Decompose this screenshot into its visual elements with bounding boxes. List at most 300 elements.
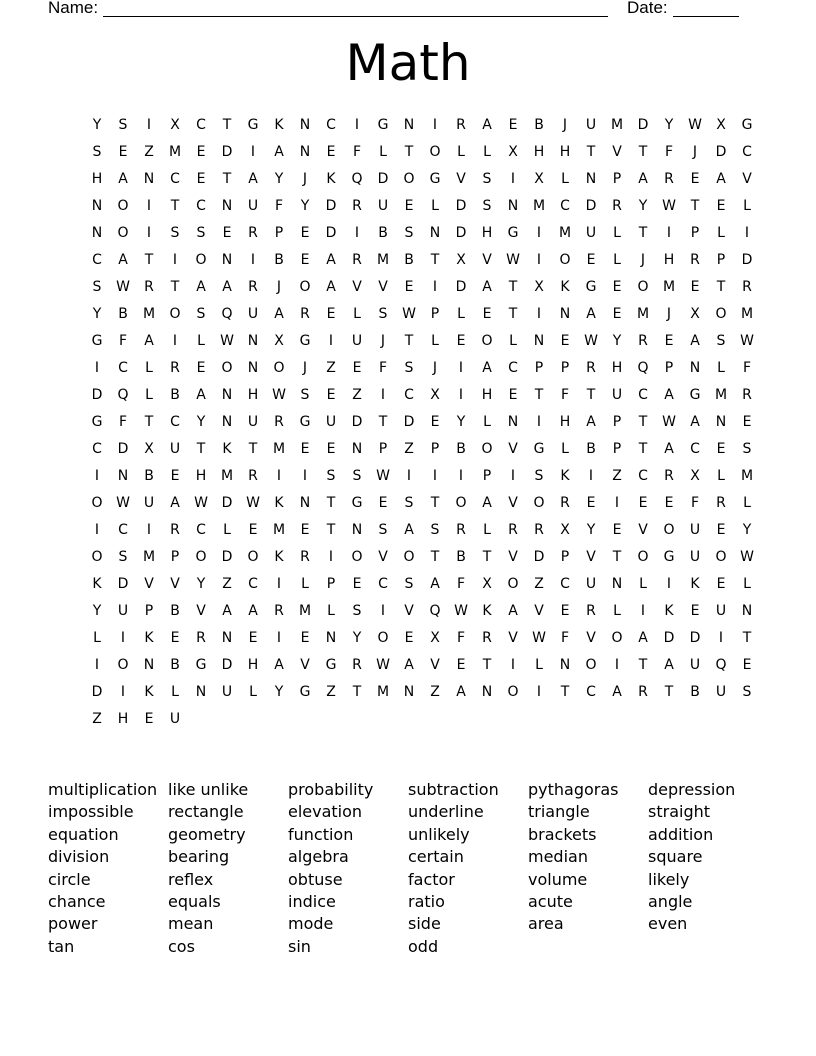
grid-letter: S [118,549,128,565]
grid-letter: D [689,630,701,646]
grid-letter: X [430,630,440,646]
grid-letter: W [116,279,130,295]
grid-letter: O [715,306,727,322]
grid-letter: E [404,198,414,214]
grid-letter: M [636,306,650,322]
grid-letter: V [508,441,518,457]
grid-letter: T [326,495,336,511]
word-list-item: ratio [408,891,445,911]
grid-letter: N [221,252,233,268]
grid-letter: N [507,414,519,430]
grid-letter: E [586,495,596,511]
grid-letter: L [457,306,465,322]
grid-letter: L [717,360,725,376]
grid-letter: H [117,711,129,727]
grid-letter: V [742,171,752,187]
grid-letter: T [170,198,180,214]
grid-letter: O [559,252,571,268]
grid-letter: R [352,198,362,214]
grid-letter: T [144,252,154,268]
grid-letter: O [221,360,233,376]
grid-letter: P [534,360,544,376]
grid-letter: P [716,252,726,268]
grid-letter: J [276,279,282,295]
grid-letter: D [351,414,363,430]
grid-letter: L [561,441,569,457]
grid-letter: I [276,468,282,484]
word-list-item: subtraction [408,780,499,799]
grid-letter: A [664,387,674,403]
grid-letter: T [638,144,648,160]
grid-letter: V [508,630,518,646]
grid-letter: I [536,306,542,322]
grid-letter: R [352,252,362,268]
grid-letter: O [117,198,129,214]
grid-letter: M [272,522,286,538]
grid-letter: R [248,468,258,484]
grid-letter: O [533,495,545,511]
grid-letter: F [560,387,570,403]
word-list-item: obtuse [288,869,343,889]
grid-letter: E [196,171,206,187]
grid-letter: Z [92,711,102,727]
word-list-item: algebra [288,847,349,867]
grid-letter: C [92,252,102,268]
grid-letter: E [170,468,180,484]
grid-letter: E [170,630,180,646]
grid-letter: H [611,360,623,376]
grid-letter: X [508,144,518,160]
grid-letter: O [481,441,493,457]
grid-letter: O [637,549,649,565]
grid-letter: T [664,684,674,700]
grid-letter: A [326,279,336,295]
grid-letter: N [117,468,129,484]
grid-letter: M [376,684,390,700]
grid-letter: D [221,657,233,673]
grid-letter: A [248,171,258,187]
grid-letter: I [406,468,412,484]
grid-letter: M [610,117,624,133]
grid-letter: I [640,603,646,619]
grid-letter: R [586,360,596,376]
grid-letter: I [380,387,386,403]
grid-letter: S [430,522,440,538]
grid-letter: V [378,549,388,565]
grid-letter: N [247,360,259,376]
grid-letter: V [534,603,544,619]
word-list-item: acute [528,891,573,911]
grid-letter: E [326,441,336,457]
grid-letter: T [170,279,180,295]
grid-letter: E [612,306,622,322]
grid-letter: R [716,495,726,511]
grid-letter: I [510,468,516,484]
letter-grid [84,112,760,733]
grid-letter: B [170,387,180,403]
grid-letter: L [613,252,621,268]
grid-letter: A [690,414,700,430]
grid-letter: C [118,360,128,376]
grid-letter: Y [196,576,206,592]
grid-letter: S [404,225,414,241]
grid-letter: O [117,225,129,241]
grid-letter: X [690,468,700,484]
grid-letter: E [326,144,336,160]
grid-letter: A [482,279,492,295]
grid-letter: G [585,279,597,295]
grid-letter: R [300,306,310,322]
word-list-item: impossible [48,802,134,822]
word-list-item: tan [48,936,75,956]
grid-letter: P [612,441,622,457]
word-list-item: odd [408,936,439,956]
grid-letter: A [664,441,674,457]
grid-letter: C [586,684,596,700]
grid-letter: S [196,306,206,322]
grid-letter: G [377,117,389,133]
grid-letter: G [91,414,103,430]
grid-letter: J [640,252,646,268]
grid-letter: A [274,144,284,160]
word-list-item: factor [408,869,455,889]
grid-letter: M [376,252,390,268]
word-list-item: bearing [168,847,230,867]
grid-letter: F [118,414,128,430]
grid-letter: L [197,333,205,349]
grid-letter: B [170,657,180,673]
grid-letter: J [692,144,698,160]
word-list-item: square [648,847,703,867]
grid-letter: A [482,117,492,133]
grid-letter: N [559,657,571,673]
grid-letter: S [716,333,726,349]
grid-letter: C [118,522,128,538]
grid-letter: D [325,198,337,214]
word-list-item: cos [168,936,195,956]
grid-letter: P [612,414,622,430]
grid-letter: E [300,252,310,268]
grid-letter: R [482,630,492,646]
grid-letter: N [429,225,441,241]
grid-letter: S [92,279,102,295]
word-list-item: underline [408,802,484,822]
word-list-item: mean [168,914,214,934]
grid-letter: Z [222,576,232,592]
grid-letter: N [221,630,233,646]
grid-letter: I [120,630,126,646]
grid-letter: L [171,684,179,700]
grid-letter: T [742,630,752,646]
grid-letter: F [456,576,466,592]
grid-letter: R [508,522,518,538]
grid-letter: Y [456,414,466,430]
grid-letter: P [612,171,622,187]
grid-letter: N [689,360,701,376]
grid-letter: Z [612,468,622,484]
grid-letter: L [613,603,621,619]
grid-letter: T [430,549,440,565]
grid-letter: P [664,360,674,376]
grid-letter: S [404,576,414,592]
grid-letter: K [144,630,154,646]
grid-letter: Q [221,306,233,322]
grid-letter: M [714,387,728,403]
grid-letter: R [300,549,310,565]
grid-letter: A [638,171,648,187]
grid-letter: A [222,603,232,619]
grid-letter: I [458,387,464,403]
grid-letter: L [743,495,751,511]
grid-letter: N [221,387,233,403]
grid-letter: I [172,333,178,349]
grid-letter: V [170,576,180,592]
grid-letter: E [508,387,518,403]
grid-letter: V [404,603,414,619]
grid-letter: S [118,117,128,133]
grid-letter: Y [352,630,362,646]
grid-letter: T [222,117,232,133]
grid-letter: X [170,117,180,133]
grid-letter: O [91,549,103,565]
grid-letter: P [378,441,388,457]
grid-letter: S [482,198,492,214]
grid-letter: U [143,495,155,511]
grid-letter: G [299,684,311,700]
grid-letter: S [404,360,414,376]
grid-letter: U [221,684,233,700]
grid-letter: E [248,630,258,646]
grid-letter: E [586,252,596,268]
grid-letter: U [169,441,181,457]
grid-letter: T [586,387,596,403]
grid-letter: B [456,549,466,565]
grid-letter: A [248,603,258,619]
grid-letter: V [300,657,310,673]
grid-letter: Z [404,441,414,457]
grid-letter: H [247,387,259,403]
grid-letter: E [482,306,492,322]
grid-letter: H [663,252,675,268]
grid-letter: E [716,576,726,592]
word-list-item: angle [648,891,693,911]
grid-letter: X [430,387,440,403]
grid-letter: V [430,657,440,673]
grid-letter: E [612,522,622,538]
grid-letter: N [611,576,623,592]
word-list-item: side [408,914,441,934]
grid-letter: X [482,576,492,592]
grid-letter: E [378,495,388,511]
grid-letter: N [221,198,233,214]
grid-letter: I [276,630,282,646]
grid-letter: D [325,225,337,241]
grid-letter: U [247,198,259,214]
grid-letter: R [170,522,180,538]
grid-letter: I [536,414,542,430]
grid-letter: K [144,684,154,700]
grid-letter: W [376,657,390,673]
grid-letter: A [612,684,622,700]
grid-letter: R [170,360,180,376]
grid-letter: P [430,306,440,322]
grid-letter: D [663,630,675,646]
name-blank-line[interactable] [103,16,608,17]
grid-letter: E [352,360,362,376]
grid-letter: B [170,603,180,619]
grid-letter: C [248,576,258,592]
name-date-header [48,0,748,22]
grid-letter: W [376,468,390,484]
grid-letter: R [664,468,674,484]
grid-letter: W [584,333,598,349]
grid-letter: I [536,684,542,700]
grid-letter: P [430,441,440,457]
grid-letter: R [742,279,752,295]
grid-letter: U [715,603,727,619]
grid-letter: A [586,414,596,430]
grid-letter: T [430,252,440,268]
grid-letter: G [663,549,675,565]
grid-letter: U [585,225,597,241]
date-blank-line[interactable] [673,16,739,17]
grid-letter: D [637,117,649,133]
grid-letter: K [326,171,336,187]
grid-letter: V [482,252,492,268]
word-list-item: pythagoras [528,780,619,799]
grid-letter: L [457,144,465,160]
grid-letter: C [170,414,180,430]
grid-letter: H [481,225,493,241]
grid-letter: L [561,171,569,187]
grid-letter: J [302,360,308,376]
grid-letter: D [91,684,103,700]
grid-letter: E [638,495,648,511]
grid-letter: T [560,684,570,700]
grid-letter: U [117,603,129,619]
grid-letter: Z [326,360,336,376]
grid-letter: T [326,522,336,538]
grid-letter: M [272,441,286,457]
grid-letter: D [377,171,389,187]
grid-letter: O [351,549,363,565]
grid-letter: E [300,522,310,538]
grid-letter: L [145,360,153,376]
grid-letter: F [274,198,284,214]
grid-letter: J [432,360,438,376]
grid-letter: N [481,684,493,700]
grid-letter: W [662,414,676,430]
grid-letter: Q [351,171,363,187]
grid-letter: N [91,198,103,214]
grid-letter: T [638,414,648,430]
grid-letter: H [91,171,103,187]
word-list [48,779,768,958]
grid-letter: M [740,306,754,322]
grid-letter: S [742,441,752,457]
grid-letter: L [301,576,309,592]
grid-letter: O [455,495,467,511]
grid-letter: I [458,360,464,376]
word-list-item: volume [528,869,588,889]
grid-letter: E [352,576,362,592]
grid-letter: C [92,441,102,457]
grid-letter: N [299,144,311,160]
grid-letter: N [299,117,311,133]
grid-letter: B [586,441,596,457]
grid-letter: E [456,333,466,349]
grid-letter: U [715,684,727,700]
grid-letter: E [196,360,206,376]
grid-letter: L [431,333,439,349]
grid-letter: A [170,495,180,511]
grid-letter: I [328,549,334,565]
grid-letter: M [142,306,156,322]
grid-letter: T [716,279,726,295]
grid-letter: A [144,333,154,349]
grid-letter: E [300,441,310,457]
grid-letter: F [118,333,128,349]
grid-letter: L [483,144,491,160]
grid-letter: I [354,225,360,241]
grid-letter: U [585,117,597,133]
grid-letter: A [404,522,414,538]
grid-letter: W [532,630,546,646]
grid-letter: I [328,333,334,349]
grid-letter: C [638,468,648,484]
grid-letter: T [144,414,154,430]
grid-letter: I [146,522,152,538]
word-list-item: geometry [168,824,246,844]
grid-letter: I [302,468,308,484]
grid-letter: E [248,522,258,538]
grid-letter: T [690,198,700,214]
grid-letter: S [352,603,362,619]
grid-letter: H [247,657,259,673]
grid-letter: L [93,630,101,646]
grid-letter: T [586,144,596,160]
grid-letter: A [196,387,206,403]
grid-letter: G [741,117,753,133]
grid-letter: R [248,279,258,295]
grid-letter: H [559,144,571,160]
grid-letter: O [117,657,129,673]
grid-letter: E [690,279,700,295]
grid-letter: E [430,414,440,430]
grid-letter: L [483,522,491,538]
grid-letter: C [196,117,206,133]
grid-letter: D [585,198,597,214]
grid-letter: O [299,279,311,295]
grid-letter: I [354,117,360,133]
grid-letter: B [690,684,700,700]
grid-letter: S [378,522,388,538]
word-list-item: depression [648,780,736,799]
grid-letter: B [378,225,388,241]
grid-letter: A [326,252,336,268]
grid-letter: H [533,144,545,160]
grid-letter: E [144,711,154,727]
grid-letter: E [560,333,570,349]
grid-letter: N [507,198,519,214]
grid-letter: O [169,306,181,322]
word-list-item: multiplication [48,780,158,799]
grid-letter: W [740,549,754,565]
grid-letter: N [221,414,233,430]
grid-letter: B [456,441,466,457]
grid-letter: Z [326,684,336,700]
grid-letter: Q [715,657,727,673]
